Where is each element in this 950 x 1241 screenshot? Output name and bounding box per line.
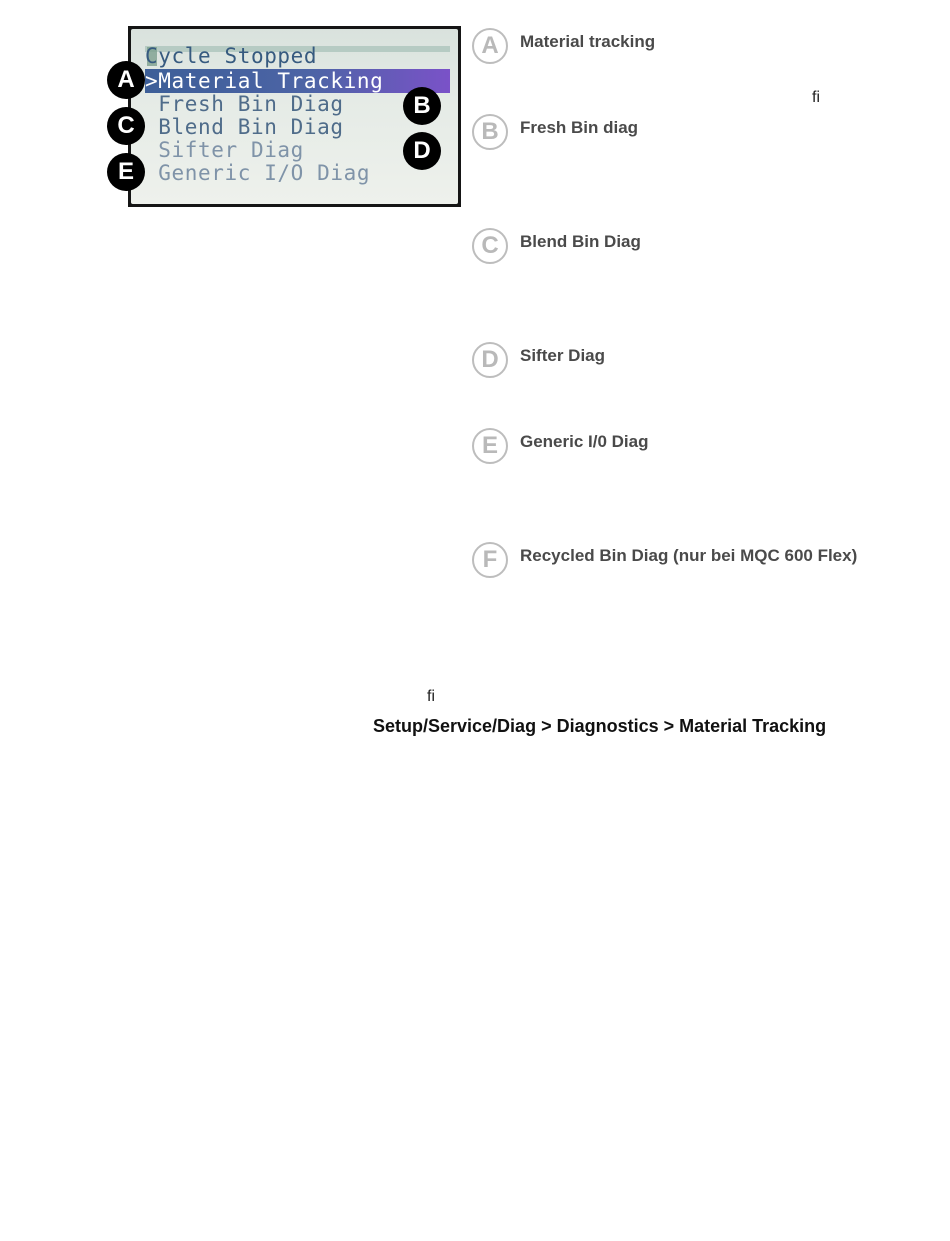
letter-circle-icon: C [472, 228, 508, 264]
lcd-title: Cycle Stopped [145, 44, 318, 68]
legend-item-label: Material tracking [520, 32, 656, 51]
ligature-glyph: ﬁ [427, 688, 435, 705]
legend-item-label: Recycled Bin Diag (nur bei MQC 600 Flex) [520, 546, 858, 565]
letter-circle-icon: E [472, 428, 508, 464]
callout-badge-c: C [107, 107, 145, 145]
legend-item-label: Sifter Diag [520, 346, 606, 365]
callout-badge-a: A [107, 61, 145, 99]
lcd-menu-line: Blend Bin Diag [145, 115, 344, 139]
ligature-glyph: ﬁ [812, 89, 820, 106]
letter-circle-icon: D [472, 342, 508, 378]
menu-path-breadcrumb: Setup/Service/Diag > Diagnostics > Material Tracking [373, 716, 827, 736]
callout-badge-d: D [403, 132, 441, 170]
lcd-menu-line: Sifter Diag [145, 138, 304, 162]
letter-circle-icon: F [472, 542, 508, 578]
lcd-menu-line: Generic I/O Diag [145, 161, 371, 185]
callout-badge-e: E [107, 153, 145, 191]
lcd-menu-line: Fresh Bin Diag [145, 92, 344, 116]
legend-item-label: Fresh Bin diag [520, 118, 639, 137]
lcd-selected-item: >Material Tracking [145, 69, 384, 93]
legend-item-label: Blend Bin Diag [520, 232, 641, 251]
legend-item-label: Generic I/0 Diag [520, 432, 649, 451]
callout-badge-b: B [403, 87, 441, 125]
letter-circle-icon: A [472, 28, 508, 64]
letter-circle-icon: B [472, 114, 508, 150]
